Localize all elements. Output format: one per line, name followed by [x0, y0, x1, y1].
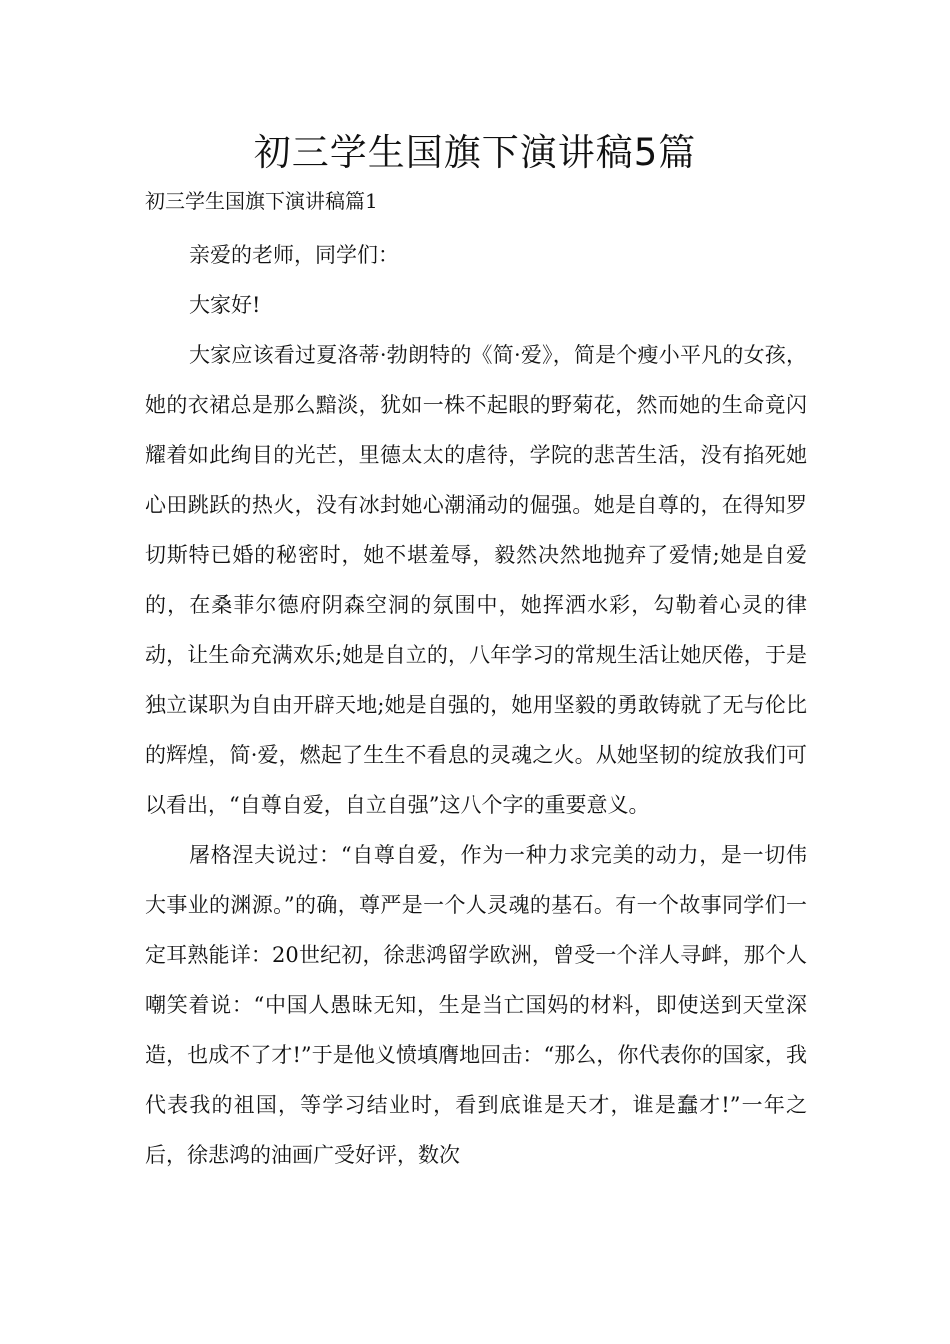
- paragraph-turgenev: 屠格涅夫说过：“自尊自爱，作为一种力求完美的动力，是一切伟大事业的渊源。”的确，尊严是一个人灵魂的基石。有一个故事同学们一定耳熟能详：20世纪初，徐悲鸿留学欧洲，曾受一个洋人寻衅，那个人嘲笑着说：“中国人愚昧无知，生是当亡国妈的材料，即使送到天堂深造，也成不了才!”于是他义愤填膺地回击：“那么，你代表你的国家，我代表我的祖国，等学习结业时，看到底谁是天才，谁是蠢才!”一年之后，徐悲鸿的油画广受好评，数次: [145, 843, 807, 1167]
- paragraph-greeting: 亲爱的老师，同学们：: [189, 243, 399, 267]
- document-body: [145, 230, 807, 1180]
- section-heading: 初三学生国旗下演讲稿篇1: [145, 189, 378, 213]
- paragraph-hello: 大家好!: [189, 293, 261, 317]
- paragraph-jane-eyre: 大家应该看过夏洛蒂·勃朗特的《简·爱》，简是个瘦小平凡的女孩，她的衣裙总是那么黯淡，犹如一株不起眼的野菊花，然而她的生命竟闪耀着如此绚目的光芒，里德太太的虐待，学院的悲苦生活，没有掐死她心田跳跃的热火，没有冰封她心潮涌动的倔强。她是自尊的，在得知罗切斯特已婚的秘密时，她不堪羞辱，毅然决然地抛弃了爱情;她是自爱的，在桑菲尔德府阴森空洞的氛围中，她挥洒水彩，勾勒着心灵的律动，让生命充满欢乐;她是自立的，八年学习的常规生活让她厌倦，于是独立谋职为自由开辟天地;她是自强的，她用坚毅的勇敢铸就了无与伦比的辉煌，简·爱，燃起了生生不看息的灵魂之火。从她坚韧的绽放我们可以看出，“自尊自爱，自立自强”这八个字的重要意义。: [145, 343, 807, 817]
- document-title: 初三学生国旗下演讲稿5篇: [253, 131, 697, 174]
